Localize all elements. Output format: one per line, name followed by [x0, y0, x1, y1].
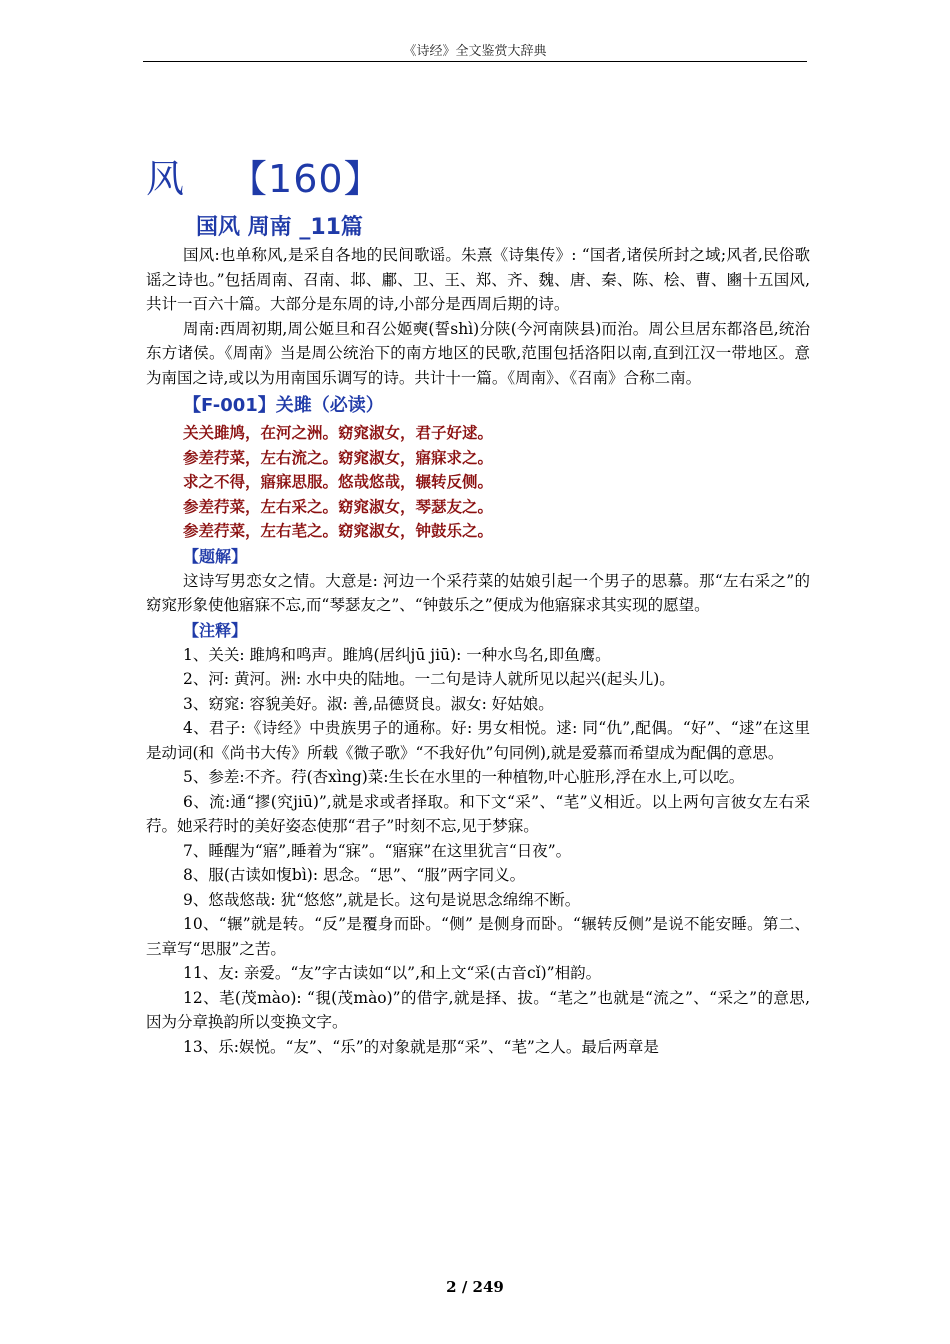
- note-item: 13、乐:娱悦。“友”、“乐”的对象就是那“采”、“芼”之人。最后两章是: [183, 1037, 659, 1056]
- note-item: 11、友: 亲爱。“友”字古读如“以”,和上文“采(古音cǐ)”相韵。: [183, 964, 602, 982]
- poem-line: 参差荇菜，左右芼之。窈窕淑女，钟鼓乐之。: [183, 521, 494, 540]
- notes-list: [146, 643, 810, 1060]
- current-page: 2: [446, 1278, 457, 1296]
- poem-line: 参差荇菜，左右流之。窈窕淑女，寤寐求之。: [183, 447, 494, 467]
- note-item: 6、流:通“摎(究jiū)”,就是求或者择取。和下文“采”、“芼”义相近。以上两句言彼女左右采荇。她采荇时的美好姿态使那“君子”时刻不忘,见于梦寐。: [146, 792, 810, 835]
- note-item: 8、服(古读如愎bì): 思念。“思”、“服”两字同义。: [183, 866, 526, 884]
- note-item: 2、河: 黄河。洲: 水中央的陆地。一二句是诗人就所见以起兴(起头儿)。: [183, 670, 675, 688]
- note-item: 12、芼(茂mào): “覒(茂mào)”的借字,就是择、拔。“芼之”也就是“流之”、“采之”的意思,因为分章换韵所以变换文字。: [146, 988, 810, 1031]
- poem-title: 关雎（必读）: [275, 395, 384, 416]
- note-item: 9、悠哉悠哉: 犹“悠悠”,就是长。这句是说思念绵绵不断。: [183, 890, 581, 909]
- explanation-text: 这诗写男恋女之情。大意是: 河边一个采荇菜的姑娘引起一个男子的思慕。那“左右采之”的窈窕形象使他寤寐不忘,而“琴瑟友之”、“钟鼓乐之”便成为他寤寐求其实现的愿望。: [146, 571, 810, 614]
- note-item: 7、睡醒为“寤”,睡着为“寐”。“寤寐”在这里犹言“日夜”。: [183, 841, 572, 860]
- explanation-label: 【题解】: [183, 546, 248, 566]
- page-separator: /: [461, 1278, 468, 1296]
- notes-label: 【注释】: [183, 620, 248, 640]
- running-header: 《诗经》全文鉴赏大辞典: [403, 44, 547, 59]
- note-item: 5、参差:不齐。荇(杏xìng)菜:生长在水里的一种植物,叶心脏形,浮在水上,可以吃。: [183, 768, 745, 786]
- poem-line: 参差荇菜，左右采之。窈窕淑女，琴瑟友之。: [183, 496, 494, 516]
- poem-code: 【F-001】: [183, 395, 276, 416]
- note-item: 1、关关: 雎鸠和鸣声。雎鸠(居纠jū jiū): 一种水鸟名,即鱼鹰。: [183, 645, 611, 664]
- intro-paragraph: 国风:也单称风,是采自各地的民间歌谣。朱熹《诗集传》: “国者,诸侯所封之域;风者,民俗歌谣之诗也。”包括周南、召南、邶、鄘、卫、王、郑、齐、魏、唐、秦、陈、桧、曹、豳十五国风,共计一百六十篇。大部分是东周的诗,小部分是西周后期的诗。: [146, 246, 810, 313]
- chapter-subtitle: 国风 周南 _11篇: [196, 215, 363, 240]
- header-rule: [143, 61, 807, 62]
- page-body: [146, 243, 810, 1059]
- note-item: 3、窈窕: 容貌美好。淑: 善,品德贤良。淑女: 好姑娘。: [183, 694, 554, 713]
- poem-text: [183, 421, 810, 544]
- chapter-title-number: 【160】: [229, 157, 383, 201]
- page-number: [0, 1278, 950, 1296]
- chapter-title-main: 风: [146, 157, 186, 201]
- chapter-title: [146, 148, 383, 203]
- total-pages: 249: [472, 1278, 504, 1296]
- note-item: 4、君子:《诗经》中贵族男子的通称。好: 男女相悦。逑: 同“仇”,配偶。“好”、“逑”在这里是动词(和《尚书大传》所载《微子歌》“不我好仇”句同例),就是爱慕而希望成为配偶的意思。: [146, 719, 810, 762]
- intro-paragraph: 周南:西周初期,周公姬旦和召公姬奭(誓shì)分陕(今河南陕县)而治。周公旦居东都洛邑,统治东方诸侯。《周南》当是周公统治下的南方地区的民歌,范围包括洛阳以南,直到江汉一带地区。意为南国之诗,或以为用南国乐调写的诗。共计十一篇。《周南》、《召南》合称二南。: [146, 319, 810, 387]
- note-item: 10、“辗”就是转。“反”是覆身而卧。“侧” 是侧身而卧。“辗转反侧”是说不能安睡。第二、三章写“思服”之苦。: [146, 915, 810, 958]
- poem-line: 关关雎鸠，在河之洲。窈窕淑女，君子好逑。: [183, 423, 494, 442]
- poem-heading: [183, 393, 810, 419]
- poem-line: 求之不得，寤寐思服。悠哉悠哉，辗转反侧。: [183, 472, 494, 491]
